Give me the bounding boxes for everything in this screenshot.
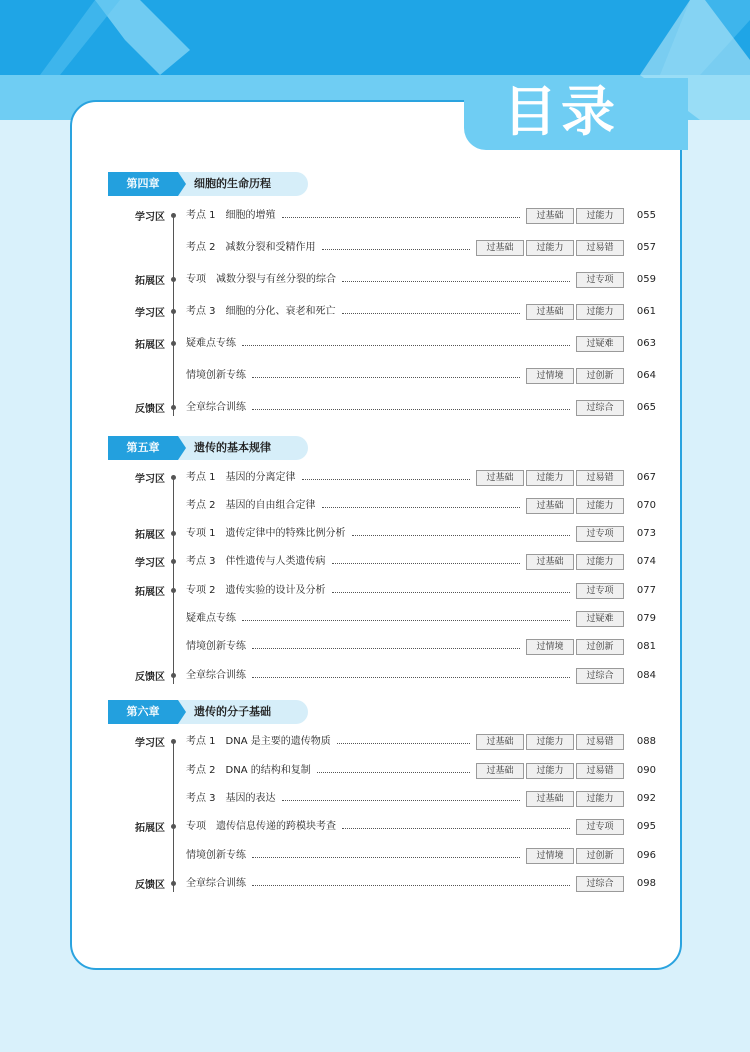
toc-entry[interactable] — [186, 819, 656, 835]
dot-leader — [242, 345, 570, 346]
chapter-number: 第五章 — [108, 436, 178, 460]
practice-tag[interactable]: 过能力 — [576, 304, 624, 320]
entry-label — [186, 336, 236, 352]
entry-tags — [526, 368, 624, 384]
practice-tag[interactable]: 过专项 — [576, 272, 624, 288]
entry-kind: 专项 — [186, 274, 206, 285]
toc-entry[interactable] — [186, 583, 656, 599]
chapter-header — [108, 700, 308, 724]
entry-kind: 考点 1 — [186, 210, 216, 221]
entry-label — [186, 498, 316, 514]
page-number: 057 — [636, 242, 656, 253]
chapter-timeline — [173, 476, 174, 684]
timeline-dot — [171, 309, 176, 314]
entry-label — [186, 611, 236, 627]
timeline-dot — [171, 405, 176, 410]
entry-tags — [576, 583, 624, 599]
entry-tags — [576, 876, 624, 892]
entry-kind: 考点 1 — [186, 736, 216, 747]
practice-tag[interactable]: 过综合 — [576, 876, 624, 892]
entry-label — [186, 668, 246, 684]
page-number: 077 — [636, 585, 656, 596]
timeline-dot — [171, 341, 176, 346]
entry-label — [186, 819, 336, 835]
practice-tag[interactable]: 过疑难 — [576, 336, 624, 352]
entry-kind: 考点 3 — [186, 306, 216, 317]
timeline-dot — [171, 531, 176, 536]
entry-tags — [526, 208, 624, 224]
entry-title: 细胞的增殖 — [225, 210, 276, 221]
page-number: 055 — [636, 210, 656, 221]
entry-tags — [576, 668, 624, 684]
practice-tag[interactable]: 过易错 — [576, 763, 624, 779]
toc-entry[interactable] — [186, 470, 656, 486]
dot-leader — [337, 743, 470, 744]
practice-tag[interactable]: 过基础 — [526, 498, 574, 514]
practice-tag[interactable]: 过能力 — [526, 734, 574, 750]
zone-label: 拓展区 — [135, 276, 165, 287]
chapter-number: 第六章 — [108, 700, 178, 724]
practice-tag[interactable]: 过能力 — [576, 498, 624, 514]
practice-tag[interactable]: 过创新 — [576, 639, 624, 655]
practice-tag[interactable]: 过情境 — [526, 368, 574, 384]
practice-tag[interactable]: 过基础 — [476, 734, 524, 750]
timeline-dot — [171, 559, 176, 564]
practice-tag[interactable]: 过易错 — [576, 240, 624, 256]
entry-kind: 专项 1 — [186, 528, 216, 539]
toc-entry[interactable] — [186, 498, 656, 514]
page-number: 098 — [636, 878, 656, 889]
entry-tags — [476, 470, 624, 486]
entry-tags — [526, 498, 624, 514]
toc-entry[interactable] — [186, 240, 656, 256]
toc-entry[interactable] — [186, 526, 656, 542]
entry-title: 情境创新专练 — [186, 370, 246, 381]
page-number: 074 — [636, 556, 656, 567]
toc-entry[interactable] — [186, 876, 656, 892]
page-number: 096 — [636, 850, 656, 861]
page-number: 079 — [636, 613, 656, 624]
toc-entry[interactable] — [186, 848, 656, 864]
zone-label: 学习区 — [135, 212, 165, 223]
toc-entry[interactable] — [186, 208, 656, 224]
page-number: 063 — [636, 338, 656, 349]
practice-tag[interactable]: 过能力 — [526, 240, 574, 256]
entry-tags — [576, 400, 624, 416]
entry-title: 减数分裂与有丝分裂的综合 — [216, 274, 336, 285]
practice-tag[interactable]: 过能力 — [576, 208, 624, 224]
zone-label: 学习区 — [135, 558, 165, 569]
entry-title: DNA 的结构和复制 — [225, 765, 311, 776]
zone-label: 反馈区 — [135, 672, 165, 683]
timeline-dot — [171, 475, 176, 480]
entry-label — [186, 400, 246, 416]
practice-tag[interactable]: 过能力 — [526, 470, 574, 486]
toc-entry[interactable] — [186, 639, 656, 655]
entry-title: 全章综合训练 — [186, 402, 246, 413]
chapter-timeline — [173, 214, 174, 416]
chapter-title: 遗传的分子基础 — [194, 705, 271, 718]
entry-tags — [526, 554, 624, 570]
zone-label: 反馈区 — [135, 880, 165, 891]
dot-leader — [322, 249, 470, 250]
dot-leader — [242, 620, 570, 621]
page-number: 084 — [636, 670, 656, 681]
entry-kind: 考点 2 — [186, 765, 216, 776]
toc-entry[interactable] — [186, 368, 656, 384]
dot-leader — [282, 800, 520, 801]
timeline-dot — [171, 213, 176, 218]
timeline-dot — [171, 881, 176, 886]
entry-label — [186, 791, 276, 807]
page-number: 064 — [636, 370, 656, 381]
entry-tags — [476, 734, 624, 750]
page-number: 070 — [636, 500, 656, 511]
entry-title: 遗传实验的设计及分析 — [225, 585, 326, 596]
practice-tag[interactable]: 过专项 — [576, 819, 624, 835]
practice-tag[interactable]: 过易错 — [576, 734, 624, 750]
page-number: 073 — [636, 528, 656, 539]
entry-tags — [526, 639, 624, 655]
entry-label — [186, 763, 311, 779]
dot-leader — [302, 479, 470, 480]
entry-tags — [576, 336, 624, 352]
page-subtitle: CONTENTS — [452, 110, 462, 168]
dot-leader — [252, 648, 520, 649]
zone-label: 学习区 — [135, 474, 165, 485]
entry-tags — [576, 526, 624, 542]
entry-label — [186, 304, 336, 320]
practice-tag[interactable]: 过创新 — [576, 848, 624, 864]
page-number: 061 — [636, 306, 656, 317]
practice-tag[interactable]: 过情境 — [526, 639, 574, 655]
practice-tag[interactable]: 过能力 — [576, 791, 624, 807]
entry-label — [186, 240, 316, 256]
entry-tags — [476, 763, 624, 779]
practice-tag[interactable]: 过专项 — [576, 583, 624, 599]
entry-kind: 考点 1 — [186, 472, 216, 483]
zone-label: 拓展区 — [135, 823, 165, 834]
practice-tag[interactable]: 过综合 — [576, 400, 624, 416]
entry-tags — [576, 611, 624, 627]
entry-label — [186, 734, 331, 750]
entry-title: 疑难点专练 — [186, 613, 236, 624]
zone-label: 拓展区 — [135, 530, 165, 541]
toc-entry[interactable] — [186, 791, 656, 807]
entry-tags — [576, 272, 624, 288]
practice-tag[interactable]: 过情境 — [526, 848, 574, 864]
practice-tag[interactable]: 过能力 — [576, 554, 624, 570]
dot-leader — [342, 281, 570, 282]
toc-entry[interactable] — [186, 336, 656, 352]
entry-label — [186, 848, 246, 864]
page-number: 059 — [636, 274, 656, 285]
entry-title: 全章综合训练 — [186, 878, 246, 889]
entry-title: 伴性遗传与人类遗传病 — [225, 556, 326, 567]
chapter-title: 遗传的基本规律 — [194, 441, 271, 454]
dot-leader — [352, 535, 570, 536]
practice-tag[interactable]: 过基础 — [526, 554, 574, 570]
practice-tag[interactable]: 过专项 — [576, 526, 624, 542]
chapter-header — [108, 436, 308, 460]
entry-tags — [526, 304, 624, 320]
practice-tag[interactable]: 过基础 — [526, 304, 574, 320]
entry-title: DNA 是主要的遗传物质 — [225, 736, 331, 747]
entry-label — [186, 272, 336, 288]
entry-tags — [526, 791, 624, 807]
entry-title: 基因的分离定律 — [225, 472, 296, 483]
page-number: 092 — [636, 793, 656, 804]
entry-kind: 考点 2 — [186, 242, 216, 253]
timeline-dot — [171, 673, 176, 678]
dot-leader — [317, 772, 470, 773]
dot-leader — [332, 563, 520, 564]
entry-title: 遗传信息传递的跨模块考查 — [216, 821, 336, 832]
entry-title: 遗传定律中的特殊比例分析 — [225, 528, 346, 539]
entry-title: 减数分裂和受精作用 — [225, 242, 316, 253]
toc-entry[interactable] — [186, 734, 656, 750]
entry-tags — [526, 848, 624, 864]
practice-tag[interactable]: 过基础 — [476, 240, 524, 256]
entry-title: 基因的自由组合定律 — [225, 500, 316, 511]
practice-tag[interactable]: 过基础 — [476, 470, 524, 486]
zone-label: 反馈区 — [135, 404, 165, 415]
dot-leader — [342, 313, 520, 314]
entry-label — [186, 368, 246, 384]
dot-leader — [252, 377, 520, 378]
entry-label — [186, 526, 346, 542]
entry-kind: 考点 3 — [186, 793, 216, 804]
timeline-dot — [171, 824, 176, 829]
dot-leader — [322, 507, 520, 508]
entry-title: 细胞的分化、衰老和死亡 — [225, 306, 336, 317]
toc-entry[interactable] — [186, 763, 656, 779]
dot-leader — [282, 217, 520, 218]
chapter-number: 第四章 — [108, 172, 178, 196]
practice-tag[interactable]: 过能力 — [526, 763, 574, 779]
toc-entry[interactable] — [186, 272, 656, 288]
entry-label — [186, 639, 246, 655]
practice-tag[interactable]: 过疑难 — [576, 611, 624, 627]
entry-label — [186, 876, 246, 892]
entry-label — [186, 583, 326, 599]
page-number: 090 — [636, 765, 656, 776]
practice-tag[interactable]: 过基础 — [476, 763, 524, 779]
practice-tag[interactable]: 过综合 — [576, 668, 624, 684]
timeline-dot — [171, 588, 176, 593]
timeline-dot — [171, 739, 176, 744]
practice-tag[interactable]: 过基础 — [526, 791, 574, 807]
chapter-timeline — [173, 740, 174, 892]
toc-entry[interactable] — [186, 554, 656, 570]
zone-label: 拓展区 — [135, 340, 165, 351]
toc-entry[interactable] — [186, 611, 656, 627]
entry-tags — [476, 240, 624, 256]
entry-label — [186, 470, 296, 486]
dot-leader — [332, 592, 570, 593]
entry-label — [186, 554, 326, 570]
zone-label: 拓展区 — [135, 587, 165, 598]
toc-entry[interactable] — [186, 400, 656, 416]
practice-tag[interactable]: 过创新 — [576, 368, 624, 384]
practice-tag[interactable]: 过基础 — [526, 208, 574, 224]
chapter-title: 细胞的生命历程 — [194, 177, 271, 190]
page-number: 088 — [636, 736, 656, 747]
entry-kind: 考点 3 — [186, 556, 216, 567]
entry-title: 疑难点专练 — [186, 338, 236, 349]
entry-kind: 专项 2 — [186, 585, 216, 596]
dot-leader — [252, 885, 570, 886]
dot-leader — [252, 409, 570, 410]
page-number: 065 — [636, 402, 656, 413]
toc-entry[interactable] — [186, 304, 656, 320]
entry-title: 全章综合训练 — [186, 670, 246, 681]
entry-kind: 专项 — [186, 821, 206, 832]
dot-leader — [252, 677, 570, 678]
entry-title: 情境创新专练 — [186, 850, 246, 861]
page-number: 081 — [636, 641, 656, 652]
page-number: 095 — [636, 821, 656, 832]
entry-tags — [576, 819, 624, 835]
dot-leader — [252, 857, 520, 858]
page-title: 目录 — [503, 80, 619, 143]
zone-label: 学习区 — [135, 308, 165, 319]
dot-leader — [342, 828, 570, 829]
entry-title: 情境创新专练 — [186, 641, 246, 652]
practice-tag[interactable]: 过易错 — [576, 470, 624, 486]
toc-entry[interactable] — [186, 668, 656, 684]
timeline-dot — [171, 277, 176, 282]
entry-label — [186, 208, 276, 224]
page-number: 067 — [636, 472, 656, 483]
entry-kind: 考点 2 — [186, 500, 216, 511]
zone-label: 学习区 — [135, 738, 165, 749]
chapter-header — [108, 172, 308, 196]
entry-title: 基因的表达 — [225, 793, 276, 804]
